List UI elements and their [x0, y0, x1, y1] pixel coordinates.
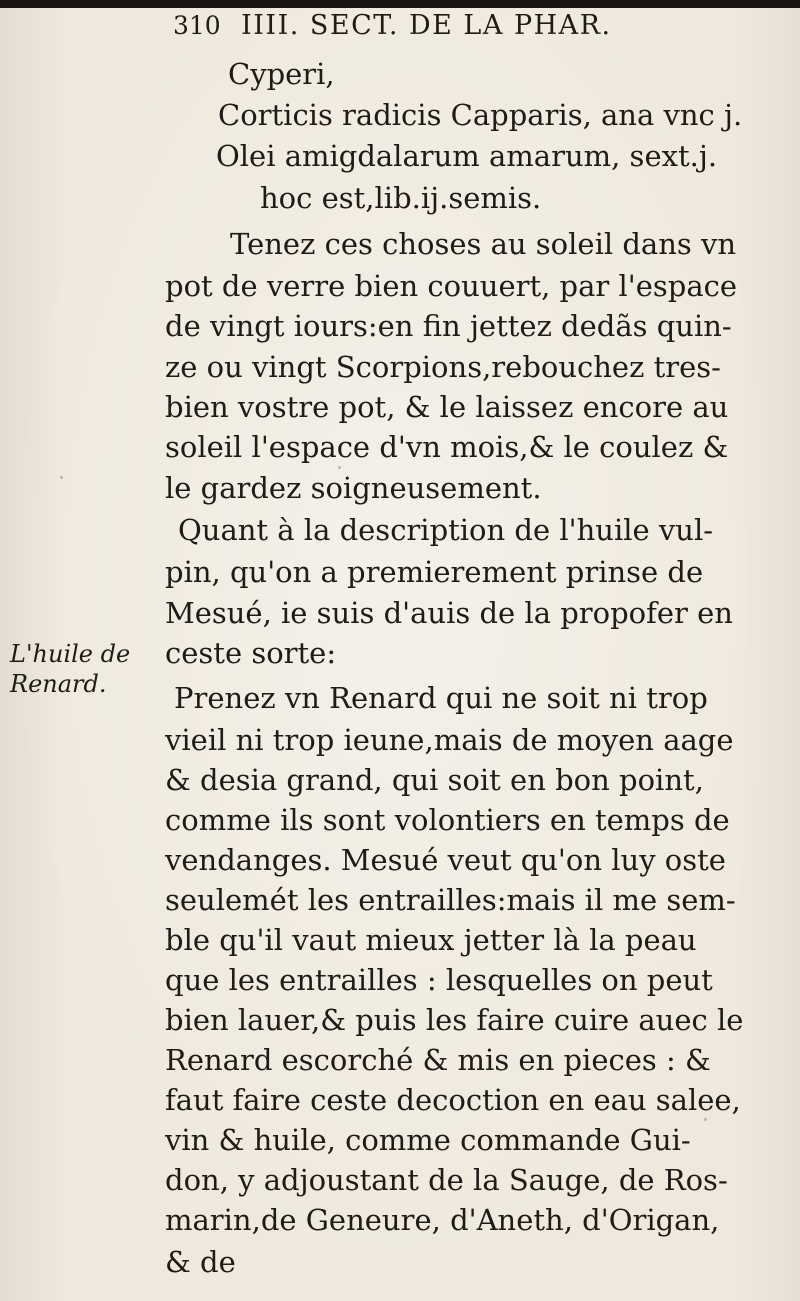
ink-speck: [704, 1118, 707, 1121]
page-number: 310: [173, 11, 221, 40]
margin-note-line: L'huile de: [10, 640, 131, 668]
text-line: ze ou vingt Scorpions,rebouchez tres-: [165, 350, 721, 384]
text-line: Mesué, ie suis d'auis de la propofer en: [165, 596, 733, 630]
text-line: Corticis radicis Capparis, ana vnc j.: [218, 98, 743, 132]
text-line: & desia grand, qui soit en bon point,: [165, 763, 704, 797]
text-line: bien lauer,& puis les faire cuire auec le: [165, 1003, 744, 1037]
text-line: pin, qu'on a premierement prinse de: [165, 555, 704, 589]
text-line: que les entrailles : lesquelles on peut: [165, 963, 713, 997]
text-line: pot de verre bien couuert, par l'espace: [165, 269, 738, 303]
ink-speck: [338, 466, 341, 469]
text-line: Quant à la description de l'huile vul-: [178, 513, 714, 547]
running-head: IIII. SECT. DE LA PHAR.: [241, 10, 612, 41]
text-line: vieil ni trop ieune,mais de moyen aage: [165, 723, 734, 757]
ink-speck: [60, 476, 63, 479]
text-line: vendanges. Mesué veut qu'on luy oste: [165, 843, 726, 877]
text-line: bien vostre pot, & le laissez encore au: [165, 390, 729, 424]
text-line: hoc est,lib.ij.semis.: [260, 181, 542, 215]
text-line: faut faire ceste decoction en eau salee,: [165, 1083, 741, 1117]
text-line: de vingt iours:en fin jettez dedãs quin-: [165, 309, 732, 343]
text-line: Cyperi,: [228, 57, 335, 91]
text-line: ceste sorte:: [165, 636, 337, 670]
text-line: ble qu'il vaut mieux jetter là la peau: [165, 923, 697, 957]
text-line: marin,de Geneure, d'Aneth, d'Origan,: [165, 1203, 720, 1237]
text-line: Olei amigdalarum amarum, sext.j.: [216, 139, 718, 173]
text-line: Renard escorché & mis en pieces : &: [165, 1043, 711, 1077]
text-line: don, y adjoustant de la Sauge, de Ros-: [165, 1163, 728, 1197]
margin-note-line: Renard.: [10, 670, 107, 698]
text-line: soleil l'espace d'vn mois,& le coulez &: [165, 430, 729, 464]
text-line: seulemét les entrailles:mais il me sem-: [165, 883, 736, 917]
text-line: comme ils sont volontiers en temps de: [165, 803, 730, 837]
text-line: le gardez soigneusement.: [165, 471, 542, 505]
text-line: Tenez ces choses au soleil dans vn: [230, 227, 737, 261]
text-line: Prenez vn Renard qui ne soit ni trop: [174, 681, 708, 715]
text-line: vin & huile, comme commande Gui-: [165, 1123, 691, 1157]
text-line: & de: [165, 1245, 236, 1279]
